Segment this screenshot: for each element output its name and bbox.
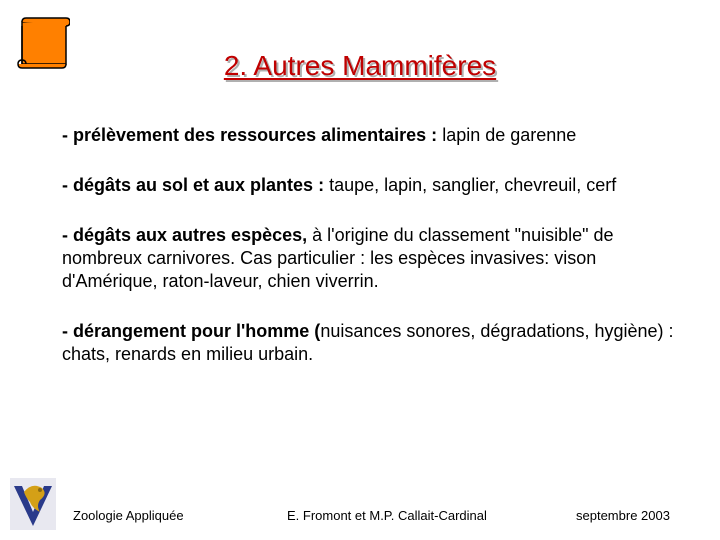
footer-course: Zoologie Appliquée — [73, 508, 184, 523]
bullet-bold-text: - prélèvement des ressources alimentaires : — [62, 125, 438, 145]
bullet-list — [62, 124, 692, 393]
slide-title: 2. Autres Mammifères — [223, 50, 497, 81]
bullet-text: nuisances sonores, dégradations, hygiène) : chats, renards en milieu urbain. — [62, 321, 674, 364]
bullet-bold-text: - dégâts aux autres espèces, — [62, 225, 308, 245]
bullet-bold-text: - dégâts au sol et aux plantes : — [62, 175, 325, 195]
bullet-text: lapin de garenne — [437, 125, 577, 145]
bullet-bold-text: - dérangement pour l'homme ( — [62, 321, 321, 341]
bullet-text: à l'origine du classement "nuisible" de nombreux carnivores. Cas particulier : les espèces invasives: vison d'Amérique, raton-laveur, chien viverrin. — [62, 225, 614, 291]
bullet-item — [62, 124, 692, 147]
bullet-item — [62, 174, 692, 197]
footer-date: septembre 2003 — [576, 508, 670, 523]
bullet-item — [62, 224, 692, 293]
footer-authors: E. Fromont et M.P. Callait-Cardinal — [287, 508, 487, 523]
bullet-text: taupe, lapin, sanglier, chevreuil, cerf — [324, 175, 617, 195]
bullet-item — [62, 320, 692, 366]
school-logo-icon — [10, 478, 56, 530]
